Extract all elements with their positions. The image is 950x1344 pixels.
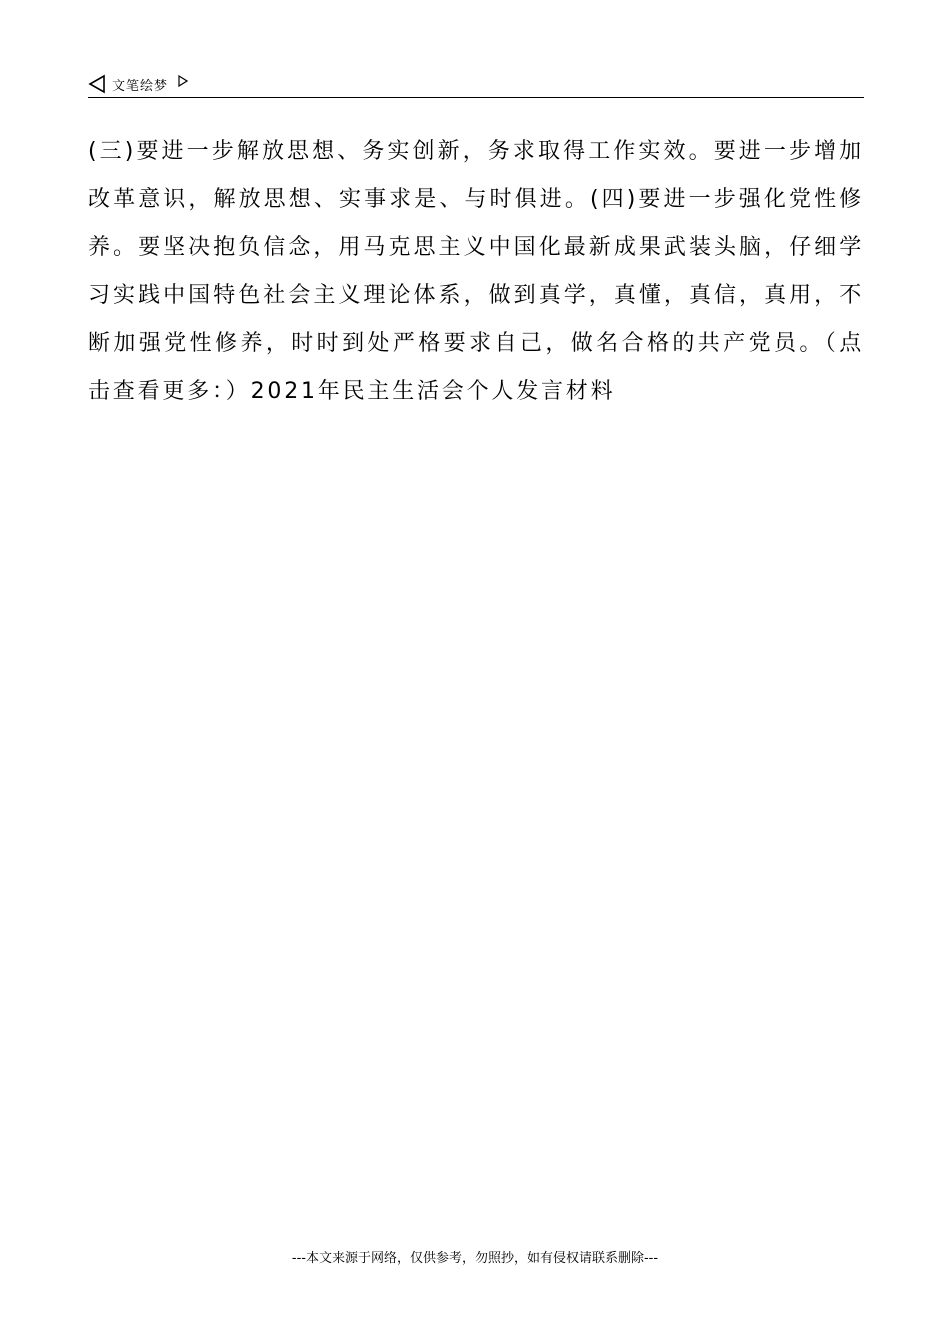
page-header [88,72,188,96]
triangle-right-icon [178,75,188,87]
footer-notice: ---本文来源于网络，仅供参考，勿照抄，如有侵权请联系删除--- [291,1251,659,1266]
document-body [88,128,864,416]
header-rule [88,97,864,98]
body-paragraph: (三)要进一步解放思想、务实创新，务求取得工作实效。要进一步增加改革意识，解放思想、实事求是、与时俱进。(四)要进一步强化党性修养。要坚决抱负信念，用马克思主义中国化最新成果武装头脑，仔细学习实践中国特色社会主义理论体系，做到真学，真懂，真信，真用，不断加强党性修养，时时到处严格要求自己，做名合格的共产党员。（点击查看更多：）2021年民主生活会个人发言材料 [88,139,864,404]
triangle-left-icon [88,74,106,94]
header-brand: 文笔绘梦 [112,78,169,94]
